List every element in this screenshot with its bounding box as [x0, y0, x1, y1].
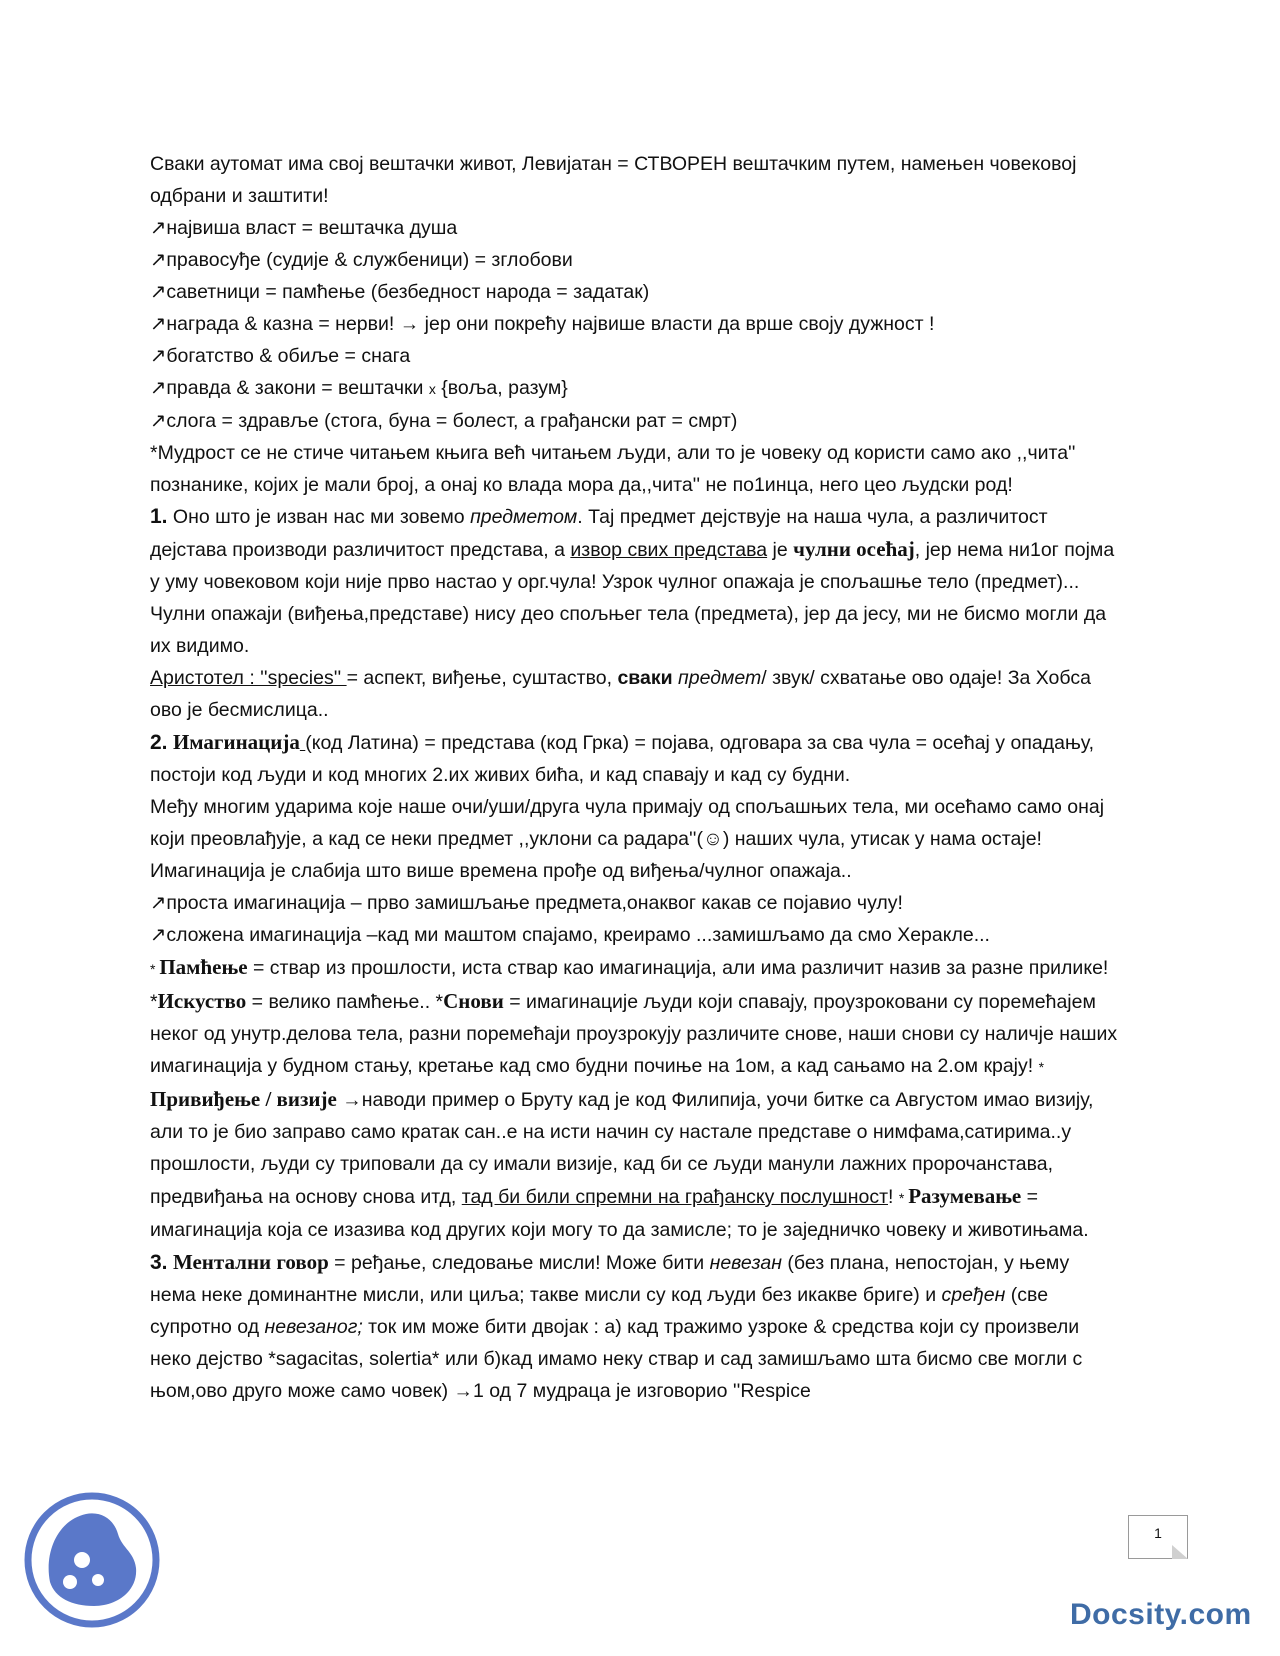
text-run: ↗богатство & обиље = снага [150, 345, 411, 367]
text-run: Снови [443, 989, 504, 1013]
paragraph [150, 726, 1120, 791]
text-run: ↗проста имагинација – прво замишљање предмета,онаквог какав се појавио чулу! [150, 892, 903, 914]
paragraph [150, 662, 1120, 726]
text-run: ! [888, 1186, 899, 1208]
text-run: {воља, разум} [435, 377, 568, 399]
text-run: Аристотел : ''species'' [150, 667, 347, 689]
text-run: *Мудрост се не стиче читањем књига већ читањем људи, али то је човеку од користи само ако ,,чита'' познанике, којих је мали број, а онај ко влада мора да,,чита'' не по1инца, него цео људски род! [150, 442, 1076, 496]
page-number: 1 [1128, 1515, 1188, 1559]
text-run: извор свих представа [570, 539, 768, 561]
text-run: сваки [617, 667, 673, 689]
text-run: →наводи пример о Бруту кад је код Филипија, уочи битке са Августом имао визију, али то је био заправо само кратак сан..е на исти начин су настале представе о нимфама,сатирима..у прошлости, људи су триповали да су имали визије, кад би се људи манули лажних пророчанстава, предвиђања на основу снова итд, [150, 1089, 1094, 1208]
text-run: (код Латина) = представа (код Грка) = појава, одговара за сва чула = осећај у опадању, постоји код људи и код многих 2.их живих бића, и кад спавају и кад су будни. [150, 732, 1094, 786]
text-run: Имагинација [172, 730, 300, 754]
text-run: (без плана, непостојан, у њему нема неке доминантне мисли, или циља; такве мисли су код људи без икакве бриге) и [150, 1252, 1070, 1306]
paragraph [150, 919, 1120, 951]
text-run: ↗правосуђе (судије & службеници) = зглобови [150, 249, 573, 271]
text-run: = ређање, следовање мисли! Може бити [328, 1252, 710, 1274]
text-run: , јер нема ни1ог појма у уму човековом који није прво настао у орг.чула! Узрок чулног опажаја је спољашње тело (предмет)... Чулни опажаји (виђења,представе) нису део спољњег тела (предмета), јер да јесу, ми не бисмо могли да их видимо. [150, 539, 1115, 657]
paragraph [150, 501, 1120, 662]
paragraph [150, 308, 1120, 340]
text-run: тад би били спремни на грађанску послушност [461, 1186, 888, 1208]
text-run: = имагинација која се изазива код других који могу то да замисле; то је заједничко човеку и животињама. [150, 1186, 1089, 1241]
text-run: ↗сложена имагинација –кад ми маштом спајамо, креирамо ...замишљамо да смо Херакле... [150, 924, 990, 946]
paragraph [150, 148, 1120, 212]
text-run: Разумевање [908, 1184, 1022, 1208]
docsity-brand[interactable]: Docsity.com [1070, 1598, 1252, 1631]
text-run: (све супротно од [150, 1284, 1049, 1338]
text-run: = имагинације људи који спавају, проузроковани су поремећајем неког од унутр.делова тела, разни поремећаји проузрокују различите снове, наши снови су наличје наших имагинација у будном стању, кретање кад смо будни почиње на 1ом, а кад сањамо на 2.ом крају! [150, 991, 1118, 1077]
paragraph [150, 276, 1120, 308]
text-run: Међу многим ударима које наше очи/уши/друга чула примају од спољашњих тела, ми осећамо само онај који преовлађује, а кад се неки предмет ,,уклони са радара''(☺) наших чула, утисак у нама остаје! Имагинација је слабија што више времена прође од виђења/чулног опажаја.. [150, 796, 1105, 882]
paragraph [150, 437, 1120, 501]
text-run: = аспект, виђење, суштаство, [346, 667, 618, 689]
text-run: Ментални говор [172, 1250, 329, 1274]
text-run: . Тај предмет дејствује на наша чула, а различитост дејстава производи различитост представа, а [150, 506, 1048, 561]
text-run: ↗саветници = памћење (безбедност народа = задатак) [150, 281, 650, 303]
text-run: ↗највиша власт = вештачка душа [150, 217, 458, 239]
text-run: * [150, 961, 160, 977]
text-run: ток им може бити двојак : а) кад тражимо узроке & средства који су произвели неко дејство *sagacitas, solertia* или б)кад имамо неку ствар и сад замишљамо шта бисмо све могли с њом,ово друго може само човек) →1 од 7 мудраца је изговорио ''Respice [150, 1316, 1083, 1402]
paragraph [150, 212, 1120, 244]
paragraph [150, 244, 1120, 276]
text-run: 3. [150, 1251, 168, 1274]
document-body [150, 148, 1120, 1407]
text-run: Искуство [157, 989, 247, 1013]
text-run: чулни осећај [793, 537, 915, 561]
paragraph [150, 951, 1120, 1246]
paragraph [150, 791, 1120, 887]
text-run: * [898, 1190, 909, 1206]
text-run: ↗награда & казна = нерви! → јер они покрећу највише власти да врше своју дужност ! [150, 313, 935, 335]
text-run: Привиђење / визије [150, 1087, 337, 1111]
text-run: 1. [150, 505, 168, 528]
text-run: 2. [150, 731, 168, 754]
text-run: ↗правда & закони = вештачки [150, 377, 429, 399]
text-run: невезаног; [264, 1316, 363, 1338]
text-run: = велико памћење.. * [246, 991, 444, 1013]
text-run: = ствар из прошлости, иста ствар као имагинација, али има различит назив за разне прилике! * [150, 957, 1109, 1013]
text-run: Оно што је изван нас ми зовемо [167, 506, 471, 528]
text-run: Сваки аутомат има свој вештачки живот, Левијатан = СТВОРЕН вештачким путем, намењен човековој одбрани и заштити! [150, 153, 1077, 207]
paragraph [150, 887, 1120, 919]
text-run: x [428, 381, 436, 397]
text-run: предмет [678, 667, 762, 689]
text-run: је [767, 539, 794, 561]
docsity-logo-icon [22, 1490, 162, 1630]
paragraph [150, 1246, 1120, 1407]
text-run: невезан [709, 1252, 782, 1274]
paragraph [150, 340, 1120, 372]
text-run: сређен [941, 1284, 1006, 1306]
text-run: ↗слога = здравље (стога, буна = болест, а грађански рат = смрт) [150, 410, 738, 432]
text-run: / звук/ схватање ово одаје! За Хобса ово је бесмислица.. [150, 667, 1091, 721]
text-run: * [1038, 1059, 1045, 1075]
text-run: Памћење [159, 955, 248, 979]
paragraph [150, 372, 1120, 405]
paragraph [150, 405, 1120, 437]
text-run: предметом [470, 506, 578, 528]
